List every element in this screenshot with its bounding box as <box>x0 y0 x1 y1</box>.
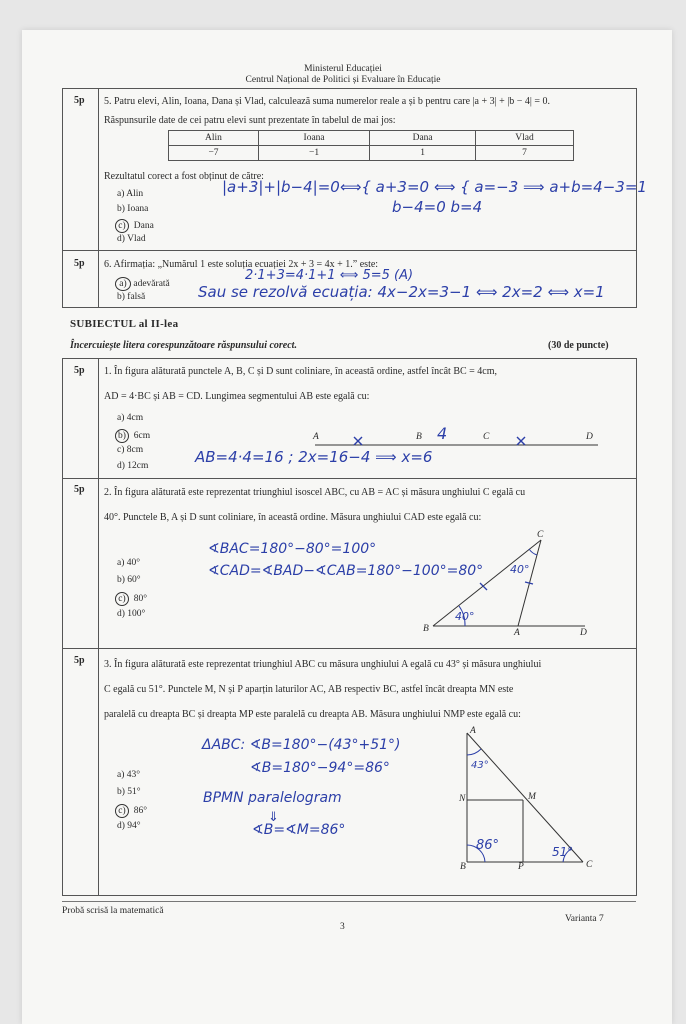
p2-option-d: d) 100° <box>117 609 146 619</box>
p3-angle-c: 51° <box>552 845 574 859</box>
p2-statement-2: 40°. Punctele B, A și D sunt coliniare, în această ordine. Măsura unghiului CAD este egală cu: <box>104 512 482 523</box>
p3-handwriting-1: ΔABC: ∢B=180°−(43°+51°) <box>202 737 401 753</box>
answer-circle: b) <box>115 429 129 443</box>
p2-handwriting-1: ∢BAC=180°−80°=100° <box>208 541 377 557</box>
p3-statement-3: paralelă cu dreapta BC și dreapta MP este paralelă cu dreapta AB. Măsura unghiului NMP este egală cu: <box>104 709 521 720</box>
p1-handwriting-bc: 4 <box>437 424 448 443</box>
p2-triangle-figure <box>425 530 595 640</box>
p1-option-b: b) 6cm <box>117 429 150 443</box>
table-cell: 1 <box>370 146 476 161</box>
answer-circle: a) <box>115 277 131 291</box>
q5-statement: 5. Patru elevi, Alin, Ioana, Dana și Vlad, calculează suma numerelor reale a și b pentru care |a + 3| + |b − 4| = 0. <box>104 96 551 107</box>
q5-option-d: d) Vlad <box>117 234 146 244</box>
p2-handwriting-2: ∢CAD=∢BAD−∢CAB=180°−100°=80° <box>208 563 484 579</box>
label-C: C <box>586 860 593 870</box>
q5-handwriting-2: b−4=0 b=4 <box>392 198 483 216</box>
header-ministry: Ministerul Educației <box>304 64 382 74</box>
table-cell: −1 <box>258 146 369 161</box>
p3-handwriting-4: ⇓ <box>268 810 279 825</box>
q5-handwriting-1: |a+3|+|b−4|=0⟺{ a+3=0 ⟺ { a=−3 ⟹ a+b=4−3=1 <box>222 178 647 196</box>
points-p2: 5p <box>74 484 85 495</box>
p1-statement: 1. În figura alăturată punctele A, B, C și D sunt coliniare, în această ordine, astfel încât BC = 4cm, <box>104 366 498 377</box>
p2-angle-b: 40° <box>455 610 475 623</box>
q5-option-b: b) Ioana <box>117 204 149 214</box>
table-header: Alin <box>169 131 259 146</box>
label-B: B <box>423 624 429 634</box>
points-q5: 5p <box>74 95 85 106</box>
q6-option-b: b) falsă <box>117 292 146 302</box>
p3-handwriting-2: ∢B=180°−94°=86° <box>250 760 390 776</box>
label-P: P <box>518 862 524 872</box>
header-center: Centrul Național de Politici și Evaluare în Educație <box>245 75 441 85</box>
page-number: 3 <box>340 922 345 932</box>
label-C: C <box>483 432 490 442</box>
p3-handwriting-5: ∢B=∢M=86° <box>252 822 346 838</box>
points-p3: 5p <box>74 655 85 666</box>
table-header: Dana <box>370 131 476 146</box>
p3-handwriting-3: BPMN paralelogram <box>203 790 342 806</box>
answer-circle: c) <box>115 804 129 818</box>
label-B: B <box>460 862 466 872</box>
p3-option-b: b) 51° <box>117 787 141 797</box>
p3-angle-a: 43° <box>471 760 489 771</box>
label-B: B <box>416 432 422 442</box>
p2-option-c: c) 80° <box>117 592 147 606</box>
answer-circle: c) <box>115 219 129 233</box>
p3-angle-b: 86° <box>476 838 500 853</box>
p2-option-b: b) 60° <box>117 575 141 585</box>
p1-option-d: d) 12cm <box>117 461 149 471</box>
label-D: D <box>586 432 593 442</box>
table-header: Ioana <box>258 131 369 146</box>
footer-left: Probă scrisă la matematică <box>62 906 164 916</box>
q5-option-c: c) Dana <box>117 219 154 233</box>
section2-title: SUBIECTUL al II-lea <box>70 318 179 330</box>
table-cell: −7 <box>169 146 259 161</box>
p2-angle-c: 40° <box>510 563 530 576</box>
p3-statement: 3. În figura alăturată este reprezentat triunghiul ABC cu măsura unghiului A egală cu 43° și măsura unghiului <box>104 659 542 670</box>
p2-statement: 2. În figura alăturată este reprezentat triunghiul isoscel ABC, cu AB = AC și măsura unghiului C egală cu <box>104 487 526 498</box>
table-cell: 7 <box>476 146 574 161</box>
p3-option-a: a) 43° <box>117 770 141 780</box>
answer-circle: c) <box>115 592 129 606</box>
p3-option-d: d) 94° <box>117 821 141 831</box>
p1-handwriting: AB=4·4=16 ; 2x=16−4 ⟹ x=6 <box>195 448 433 466</box>
label-D: D <box>580 628 587 638</box>
answers-table <box>168 130 574 161</box>
q6-option-a: a) adevărată <box>117 277 170 291</box>
q5-statement-2: Răspunsurile date de cei patru elevi sunt prezentate în tabelul de mai jos: <box>104 115 396 126</box>
label-A: A <box>470 726 476 736</box>
points-q6: 5p <box>74 258 85 269</box>
table-header: Vlad <box>476 131 574 146</box>
section2-instruction: Încercuiește litera corespunzătoare răspunsului corect. <box>70 340 297 351</box>
q5-option-a: a) Alin <box>117 189 144 199</box>
label-N: N <box>459 794 466 804</box>
label-M: M <box>528 792 536 802</box>
label-A: A <box>313 432 319 442</box>
q5-question: Rezultatul corect a fost obținut de către: <box>104 171 264 182</box>
q6-handwriting-2: Sau se rezolvă ecuația: 4x−2x=3−1 ⟺ 2x=2 ⟺ x=1 <box>198 283 605 301</box>
p1-statement-2: AD = 4·BC și AB = CD. Lungimea segmentului AB este egală cu: <box>104 391 370 402</box>
p3-statement-2: C egală cu 51°. Punctele M, N și P aparțin laturilor AC, AB respectiv BC, astfel încât dreapta MN este <box>104 684 514 695</box>
points-p1: 5p <box>74 365 85 376</box>
label-A: A <box>514 628 520 638</box>
q6-statement: 6. Afirmația: „Numărul 1 este soluția ecuației 2x + 3 = 4x + 1.” este: <box>104 259 379 270</box>
label-C: C <box>537 530 544 540</box>
footer-right: Varianta 7 <box>565 914 604 924</box>
q6-handwriting-1: 2·1+3=4·1+1 ⟺ 5=5 (A) <box>245 268 414 283</box>
p1-option-a: a) 4cm <box>117 413 144 423</box>
p2-option-a: a) 40° <box>117 558 141 568</box>
p1-option-c: c) 8cm <box>117 445 144 455</box>
section2-score: (30 de puncte) <box>548 340 609 351</box>
p3-option-c: c) 86° <box>117 804 147 818</box>
